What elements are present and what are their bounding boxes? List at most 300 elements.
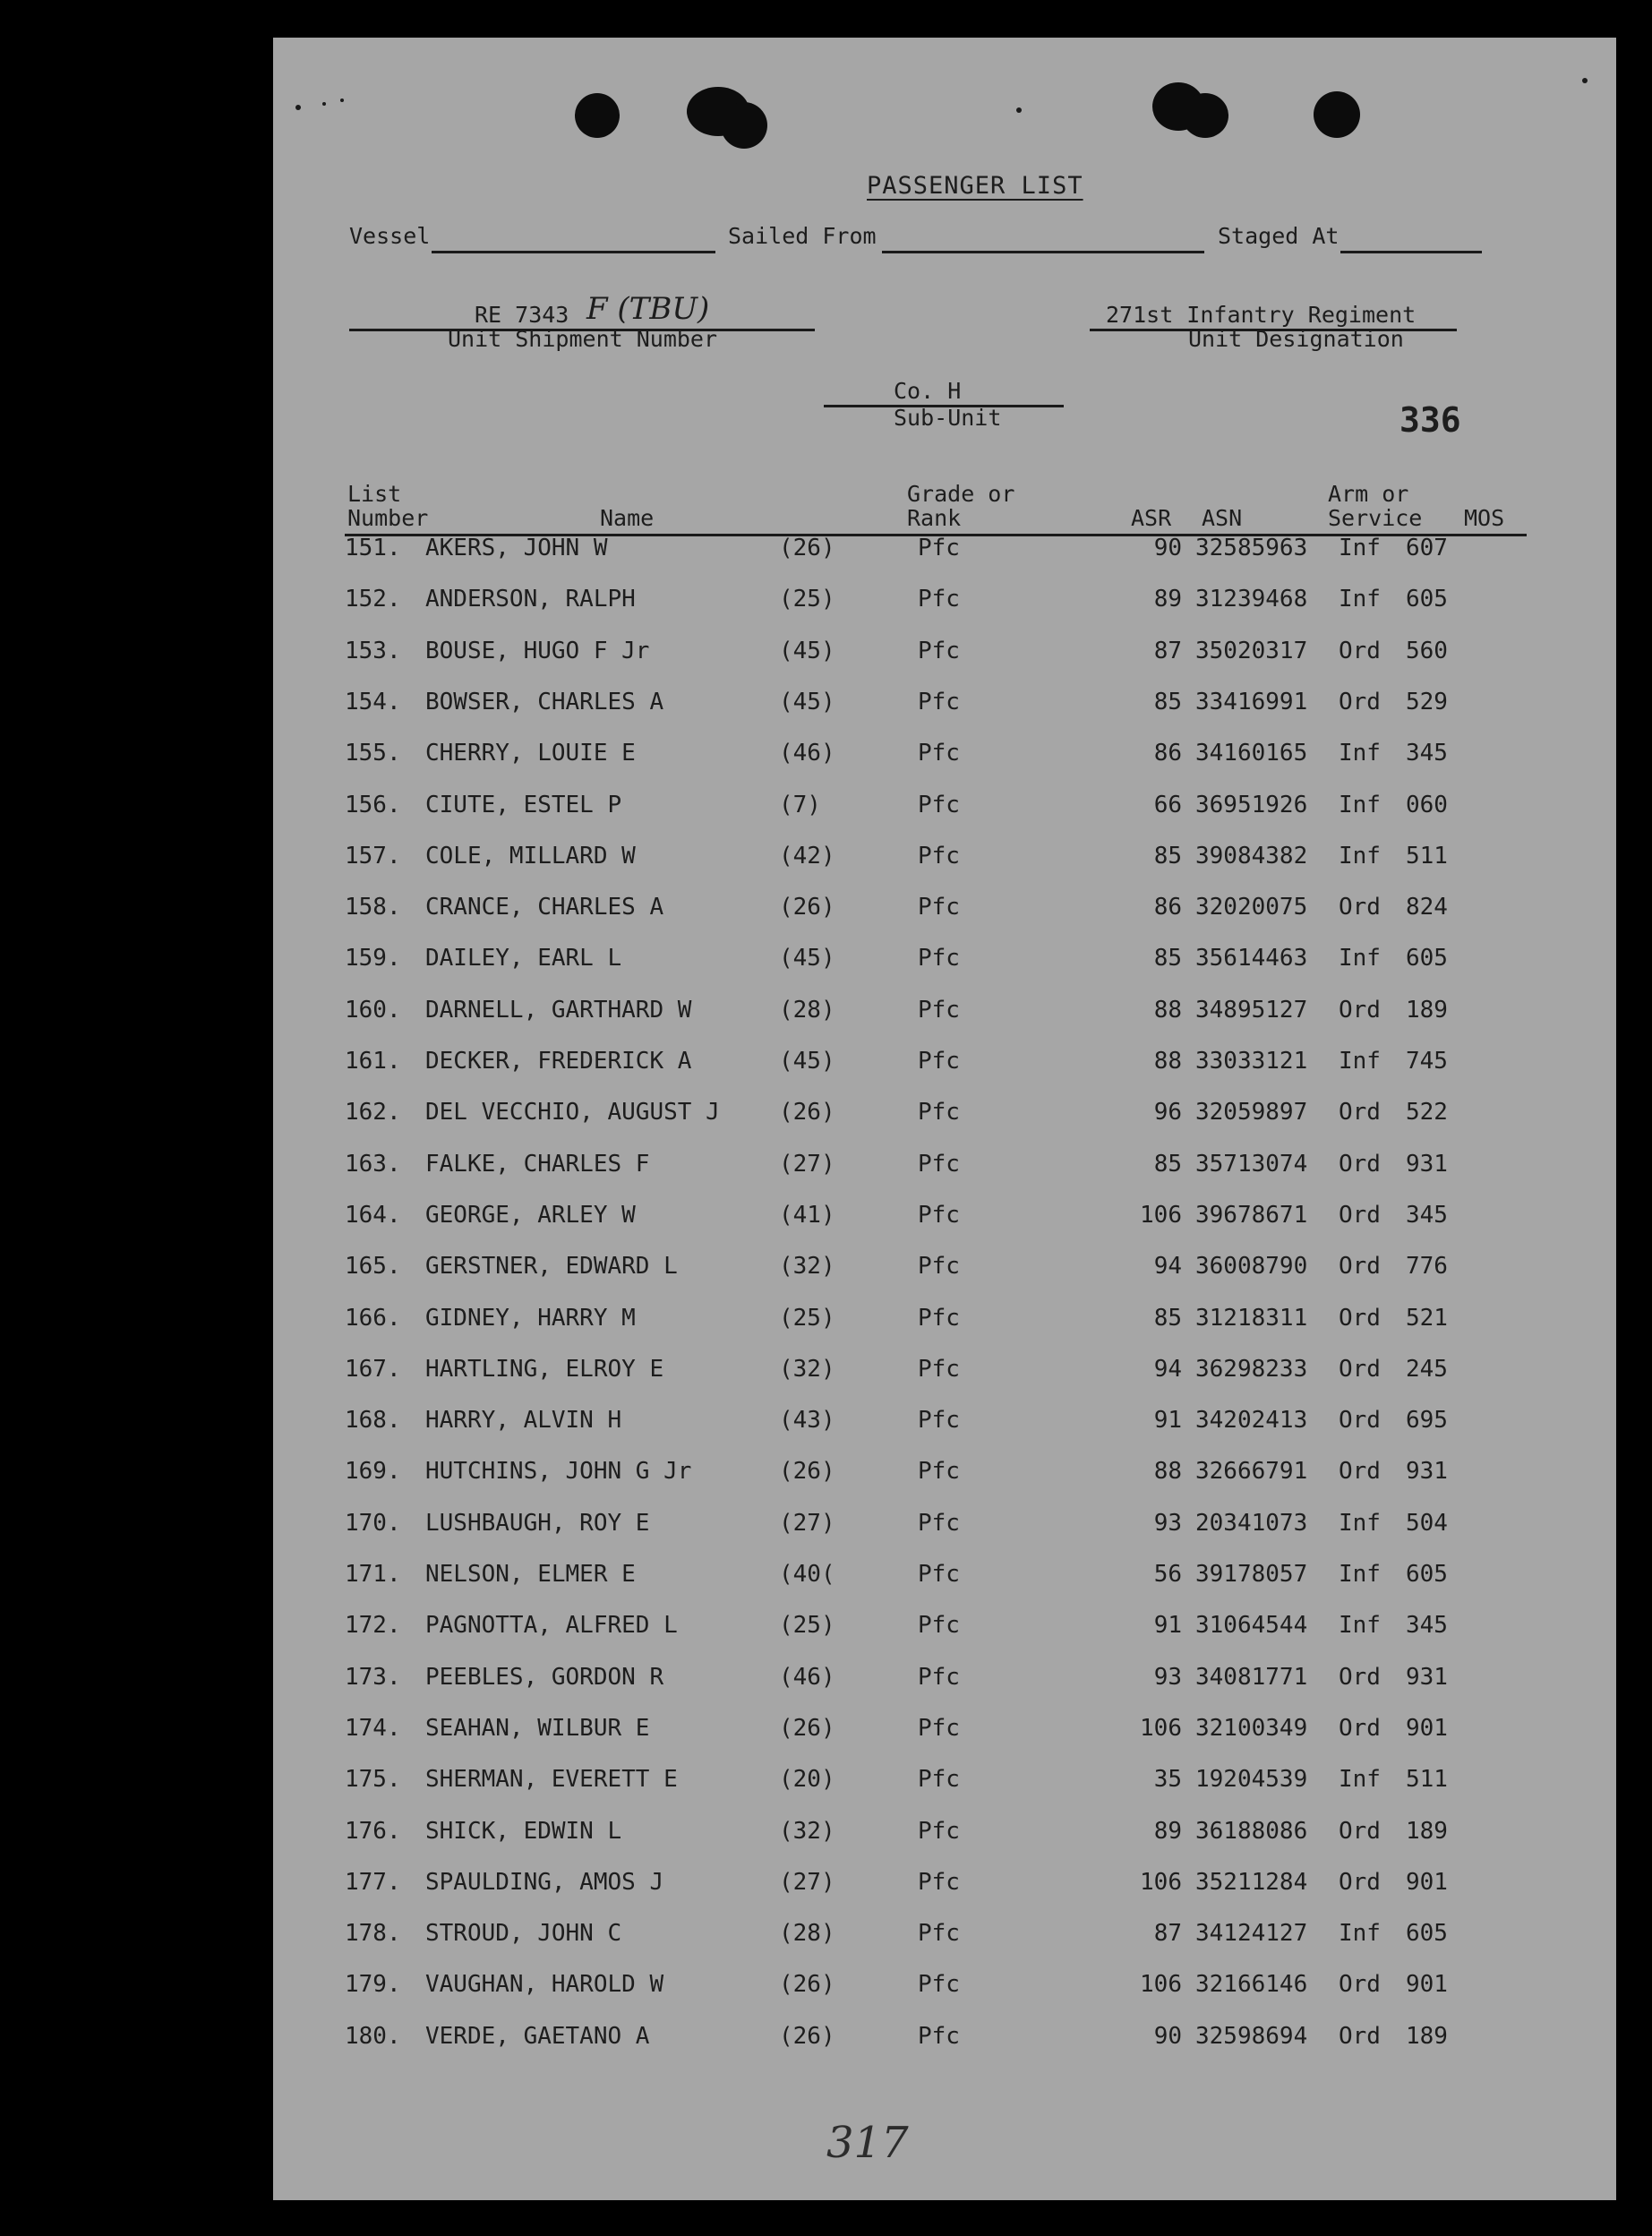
age: (45) [779, 637, 835, 664]
arm-or-service: Ord [1339, 637, 1381, 664]
grade: Pfc [918, 740, 960, 767]
grade: Pfc [918, 894, 960, 921]
unit-shipment-caption: Unit Shipment Number [448, 326, 718, 352]
mos: 504 [1406, 1509, 1448, 1537]
asr: 93 [1153, 1509, 1182, 1537]
asr: 89 [1153, 1817, 1182, 1845]
grade: Pfc [918, 1150, 960, 1178]
passenger-row [273, 740, 1616, 791]
asr: 85 [1153, 842, 1182, 870]
age: (46) [779, 740, 835, 767]
asn: 33416991 [1195, 688, 1308, 715]
grade: Pfc [918, 1663, 960, 1691]
passenger-name: LUSHBAUGH, ROY E [425, 1509, 650, 1537]
passenger-row [273, 1869, 1616, 1920]
asr: 88 [1153, 1048, 1182, 1075]
passenger-row [273, 1099, 1616, 1150]
passenger-row [273, 1612, 1616, 1663]
staged-at-label: Staged At [1218, 223, 1340, 249]
list-number: 173. [345, 1663, 401, 1691]
arm-or-service: Inf [1339, 1612, 1381, 1640]
age: (27) [779, 1150, 835, 1178]
age: (26) [779, 1458, 835, 1486]
age: (26) [779, 1971, 835, 1999]
passenger-row [273, 2023, 1616, 2074]
list-number: 169. [345, 1458, 401, 1486]
grade: Pfc [918, 637, 960, 664]
asr: 88 [1153, 996, 1182, 1024]
age: (25) [779, 1612, 835, 1640]
arm-or-service: Inf [1339, 842, 1381, 870]
grade: Pfc [918, 688, 960, 715]
page-title: PASSENGER LIST [867, 172, 1083, 200]
passenger-row [273, 843, 1616, 894]
grade: Pfc [918, 2022, 960, 2050]
asn: 32100349 [1195, 1714, 1308, 1742]
passenger-row [273, 1356, 1616, 1407]
asn: 36951926 [1195, 791, 1308, 818]
list-number: 171. [345, 1561, 401, 1588]
document-page [273, 38, 1616, 2200]
list-number: 164. [345, 1201, 401, 1229]
handwritten-page-number: 317 [826, 2118, 909, 2168]
grade: Pfc [918, 1714, 960, 1742]
arm-or-service: Ord [1339, 1663, 1381, 1691]
age: (20) [779, 1766, 835, 1794]
age: (45) [779, 688, 835, 715]
sailed-from-field [882, 251, 1204, 253]
arm-or-service: Ord [1339, 894, 1381, 921]
grade: Pfc [918, 1099, 960, 1127]
asr: 106 [1140, 1868, 1182, 1896]
asn: 39084382 [1195, 842, 1308, 870]
punch-hole [721, 102, 767, 149]
list-number: 161. [345, 1048, 401, 1075]
age: (32) [779, 1817, 835, 1845]
asr: 106 [1140, 1971, 1182, 1999]
passenger-row [273, 1151, 1616, 1202]
paper-speck [322, 102, 326, 106]
grade: Pfc [918, 1868, 960, 1896]
asn: 19204539 [1195, 1766, 1308, 1794]
mos: 511 [1406, 1766, 1448, 1794]
col-mos: MOS [1464, 505, 1505, 531]
passenger-row [273, 535, 1616, 586]
arm-or-service: Ord [1339, 1714, 1381, 1742]
passenger-row [273, 945, 1616, 996]
paper-speck [1016, 107, 1022, 113]
asr: 87 [1153, 637, 1182, 664]
unit-designation-caption: Unit Designation [1188, 326, 1404, 352]
list-number: 152. [345, 586, 401, 613]
age: (41) [779, 1201, 835, 1229]
passenger-name: VAUGHAN, HAROLD W [425, 1971, 664, 1999]
arm-or-service: Ord [1339, 1150, 1381, 1178]
arm-or-service: Inf [1339, 1509, 1381, 1537]
passenger-name: PEEBLES, GORDON R [425, 1663, 664, 1691]
asr: 85 [1153, 1304, 1182, 1332]
asr: 94 [1153, 1355, 1182, 1383]
passenger-name: COLE, MILLARD W [425, 842, 636, 870]
passenger-row [273, 1253, 1616, 1304]
passenger-row [273, 1202, 1616, 1253]
sub-unit: Co. H [894, 378, 962, 404]
col-asr: ASR [1131, 505, 1172, 531]
arm-or-service: Ord [1339, 1458, 1381, 1486]
grade: Pfc [918, 1920, 960, 1948]
asn: 35211284 [1195, 1868, 1308, 1896]
asr: 35 [1153, 1766, 1182, 1794]
passenger-name: HUTCHINS, JOHN G Jr [425, 1458, 692, 1486]
mos: 901 [1406, 1868, 1448, 1896]
asr: 89 [1153, 586, 1182, 613]
mos: 695 [1406, 1407, 1448, 1435]
arm-or-service: Ord [1339, 1971, 1381, 1999]
list-number: 160. [345, 996, 401, 1024]
age: (27) [779, 1509, 835, 1537]
arm-or-service: Inf [1339, 586, 1381, 613]
grade: Pfc [918, 1201, 960, 1229]
mos: 931 [1406, 1150, 1448, 1178]
asr: 106 [1140, 1201, 1182, 1229]
passenger-name: SEAHAN, WILBUR E [425, 1714, 650, 1742]
list-number: 174. [345, 1714, 401, 1742]
passenger-name: DEL VECCHIO, AUGUST J [425, 1099, 720, 1127]
asn: 39678671 [1195, 1201, 1308, 1229]
asr: 85 [1153, 945, 1182, 972]
asr: 87 [1153, 1920, 1182, 1948]
list-number: 153. [345, 637, 401, 664]
asn: 20341073 [1195, 1509, 1308, 1537]
grade: Pfc [918, 1766, 960, 1794]
asn: 36298233 [1195, 1355, 1308, 1383]
col-list-number: List Number [347, 481, 429, 531]
grade: Pfc [918, 1253, 960, 1281]
asn: 32166146 [1195, 1971, 1308, 1999]
arm-or-service: Inf [1339, 740, 1381, 767]
mos: 529 [1406, 688, 1448, 715]
list-number: 163. [345, 1150, 401, 1178]
asn: 33033121 [1195, 1048, 1308, 1075]
vessel-field [432, 251, 715, 253]
age: (25) [779, 586, 835, 613]
punch-hole [575, 93, 620, 138]
asn: 35713074 [1195, 1150, 1308, 1178]
passenger-name: CHERRY, LOUIE E [425, 740, 636, 767]
mos: 824 [1406, 894, 1448, 921]
passenger-name: SHERMAN, EVERETT E [425, 1766, 678, 1794]
age: (7) [779, 791, 821, 818]
vessel-label: Vessel [349, 223, 431, 249]
mos: 345 [1406, 1201, 1448, 1229]
grade: Pfc [918, 1304, 960, 1332]
unit-designation: 271st Infantry Regiment [1106, 302, 1417, 328]
passenger-name: CIUTE, ESTEL P [425, 791, 622, 818]
arm-or-service: Inf [1339, 1920, 1381, 1948]
arm-or-service: Ord [1339, 1253, 1381, 1281]
asr: 86 [1153, 894, 1182, 921]
paper-speck [340, 99, 344, 102]
arm-or-service: Inf [1339, 945, 1381, 972]
mos: 522 [1406, 1099, 1448, 1127]
passenger-row [273, 586, 1616, 637]
passenger-name: HARRY, ALVIN H [425, 1407, 622, 1435]
arm-or-service: Inf [1339, 1561, 1381, 1588]
mos: 745 [1406, 1048, 1448, 1075]
passenger-row [273, 689, 1616, 740]
passenger-name: ANDERSON, RALPH [425, 586, 636, 613]
arm-or-service: Ord [1339, 1201, 1381, 1229]
asr: 90 [1153, 535, 1182, 561]
mos: 189 [1406, 2022, 1448, 2050]
passenger-row [273, 1510, 1616, 1561]
grade: Pfc [918, 586, 960, 613]
passenger-name: SPAULDING, AMOS J [425, 1868, 664, 1896]
passenger-name: DARNELL, GARTHARD W [425, 996, 692, 1024]
passenger-row [273, 1766, 1616, 1817]
asn: 34160165 [1195, 740, 1308, 767]
mos: 560 [1406, 637, 1448, 664]
grade: Pfc [918, 945, 960, 972]
asn: 34081771 [1195, 1663, 1308, 1691]
unit-shipment-number: RE 7343 [475, 302, 569, 328]
asn: 36188086 [1195, 1817, 1308, 1845]
passenger-row [273, 1920, 1616, 1971]
passenger-name: FALKE, CHARLES F [425, 1150, 650, 1178]
passenger-name: DAILEY, EARL L [425, 945, 622, 972]
grade: Pfc [918, 1612, 960, 1640]
mos: 345 [1406, 740, 1448, 767]
grade: Pfc [918, 1971, 960, 1999]
col-name: Name [600, 505, 655, 531]
arm-or-service: Inf [1339, 535, 1381, 561]
grade: Pfc [918, 535, 960, 561]
asn: 34124127 [1195, 1920, 1308, 1948]
passenger-row [273, 792, 1616, 843]
list-number: 157. [345, 842, 401, 870]
asn: 35614463 [1195, 945, 1308, 972]
age: (28) [779, 996, 835, 1024]
asr: 90 [1153, 2022, 1182, 2050]
paper-speck [1582, 78, 1588, 83]
page-number: 336 [1399, 400, 1461, 440]
list-number: 165. [345, 1253, 401, 1281]
passenger-name: PAGNOTTA, ALFRED L [425, 1612, 678, 1640]
age: (26) [779, 894, 835, 921]
asn: 32585963 [1195, 535, 1308, 561]
list-number: 175. [345, 1766, 401, 1794]
passenger-name: CRANCE, CHARLES A [425, 894, 664, 921]
arm-or-service: Inf [1339, 791, 1381, 818]
passenger-row [273, 1458, 1616, 1509]
arm-or-service: Inf [1339, 1048, 1381, 1075]
grade: Pfc [918, 1355, 960, 1383]
mos: 901 [1406, 1971, 1448, 1999]
arm-or-service: Ord [1339, 1868, 1381, 1896]
list-number: 154. [345, 688, 401, 715]
age: (45) [779, 945, 835, 972]
age: (28) [779, 1920, 835, 1948]
asr: 91 [1153, 1612, 1182, 1640]
arm-or-service: Ord [1339, 1407, 1381, 1435]
asr: 88 [1153, 1458, 1182, 1486]
arm-or-service: Ord [1339, 1817, 1381, 1845]
asn: 32020075 [1195, 894, 1308, 921]
mos: 511 [1406, 842, 1448, 870]
passenger-name: GERSTNER, EDWARD L [425, 1253, 678, 1281]
passenger-row [273, 1048, 1616, 1099]
passenger-row [273, 1664, 1616, 1715]
passenger-row [273, 997, 1616, 1048]
mos: 189 [1406, 996, 1448, 1024]
passenger-name: AKERS, JOHN W [425, 535, 608, 561]
asr: 56 [1153, 1561, 1182, 1588]
arm-or-service: Ord [1339, 688, 1381, 715]
passenger-row [273, 1561, 1616, 1612]
list-number: 179. [345, 1971, 401, 1999]
list-number: 156. [345, 791, 401, 818]
grade: Pfc [918, 1509, 960, 1537]
asr: 94 [1153, 1253, 1182, 1281]
grade: Pfc [918, 791, 960, 818]
passenger-name: BOUSE, HUGO F Jr [425, 637, 650, 664]
arm-or-service: Ord [1339, 996, 1381, 1024]
passenger-name: DECKER, FREDERICK A [425, 1048, 692, 1075]
passenger-row [273, 1407, 1616, 1458]
col-asn: ASN [1202, 505, 1243, 531]
asn: 32666791 [1195, 1458, 1308, 1486]
mos: 931 [1406, 1458, 1448, 1486]
list-number: 159. [345, 945, 401, 972]
passenger-row [273, 1715, 1616, 1766]
asr: 96 [1153, 1099, 1182, 1127]
grade: Pfc [918, 842, 960, 870]
passenger-row [273, 1818, 1616, 1869]
sub-unit-caption: Sub-Unit [894, 405, 1002, 431]
arm-or-service: Ord [1339, 1099, 1381, 1127]
list-number: 167. [345, 1355, 401, 1383]
passenger-row [273, 1971, 1616, 2022]
asr: 66 [1153, 791, 1182, 818]
asn: 36008790 [1195, 1253, 1308, 1281]
col-grade: Grade or Rank [907, 481, 1015, 531]
mos: 605 [1406, 945, 1448, 972]
age: (40( [779, 1561, 835, 1588]
staged-at-field [1340, 251, 1482, 253]
list-number: 172. [345, 1612, 401, 1640]
age: (45) [779, 1048, 835, 1075]
asr: 91 [1153, 1407, 1182, 1435]
list-number: 162. [345, 1099, 401, 1127]
grade: Pfc [918, 996, 960, 1024]
passenger-name: VERDE, GAETANO A [425, 2022, 650, 2050]
arm-or-service: Ord [1339, 1355, 1381, 1383]
mos: 776 [1406, 1253, 1448, 1281]
list-number: 158. [345, 894, 401, 921]
age: (26) [779, 2022, 835, 2050]
asn: 32059897 [1195, 1099, 1308, 1127]
age: (42) [779, 842, 835, 870]
asr: 93 [1153, 1663, 1182, 1691]
mos: 605 [1406, 1920, 1448, 1948]
asr: 106 [1140, 1714, 1182, 1742]
sailed-from-label: Sailed From [728, 223, 877, 249]
age: (46) [779, 1663, 835, 1691]
mos: 189 [1406, 1817, 1448, 1845]
punch-hole [1314, 91, 1360, 138]
list-number: 178. [345, 1920, 401, 1948]
mos: 605 [1406, 1561, 1448, 1588]
list-number: 151. [345, 535, 401, 561]
mos: 931 [1406, 1663, 1448, 1691]
asn: 31239468 [1195, 586, 1308, 613]
passenger-row [273, 638, 1616, 689]
list-number: 177. [345, 1868, 401, 1896]
unit-shipment-handwritten: F (TBU) [586, 291, 710, 327]
passenger-row [273, 1305, 1616, 1356]
age: (26) [779, 535, 835, 561]
asr: 86 [1153, 740, 1182, 767]
age: (26) [779, 1714, 835, 1742]
col-arm: Arm or Service [1328, 481, 1423, 531]
asr: 85 [1153, 688, 1182, 715]
passenger-name: STROUD, JOHN C [425, 1920, 622, 1948]
list-number: 180. [345, 2022, 401, 2050]
age: (32) [779, 1253, 835, 1281]
asn: 39178057 [1195, 1561, 1308, 1588]
asn: 32598694 [1195, 2022, 1308, 2050]
age: (32) [779, 1355, 835, 1383]
list-number: 166. [345, 1304, 401, 1332]
grade: Pfc [918, 1458, 960, 1486]
grade: Pfc [918, 1048, 960, 1075]
passenger-name: SHICK, EDWIN L [425, 1817, 622, 1845]
passenger-name: GIDNEY, HARRY M [425, 1304, 636, 1332]
asn: 31064544 [1195, 1612, 1308, 1640]
grade: Pfc [918, 1407, 960, 1435]
age: (27) [779, 1868, 835, 1896]
passenger-name: GEORGE, ARLEY W [425, 1201, 636, 1229]
arm-or-service: Ord [1339, 1304, 1381, 1332]
asn: 35020317 [1195, 637, 1308, 664]
grade: Pfc [918, 1561, 960, 1588]
paper-speck [295, 105, 301, 110]
mos: 521 [1406, 1304, 1448, 1332]
asn: 34895127 [1195, 996, 1308, 1024]
arm-or-service: Inf [1339, 1766, 1381, 1794]
mos: 901 [1406, 1714, 1448, 1742]
mos: 605 [1406, 586, 1448, 613]
passenger-row [273, 894, 1616, 945]
age: (25) [779, 1304, 835, 1332]
list-number: 168. [345, 1407, 401, 1435]
age: (26) [779, 1099, 835, 1127]
list-number: 170. [345, 1509, 401, 1537]
asr: 85 [1153, 1150, 1182, 1178]
list-number: 176. [345, 1817, 401, 1845]
passenger-name: NELSON, ELMER E [425, 1561, 636, 1588]
asn: 34202413 [1195, 1407, 1308, 1435]
list-number: 155. [345, 740, 401, 767]
punch-hole [1182, 93, 1228, 138]
mos: 060 [1406, 791, 1448, 818]
grade: Pfc [918, 1817, 960, 1845]
mos: 345 [1406, 1612, 1448, 1640]
age: (43) [779, 1407, 835, 1435]
mos: 245 [1406, 1355, 1448, 1383]
asn: 31218311 [1195, 1304, 1308, 1332]
passenger-name: HARTLING, ELROY E [425, 1355, 664, 1383]
